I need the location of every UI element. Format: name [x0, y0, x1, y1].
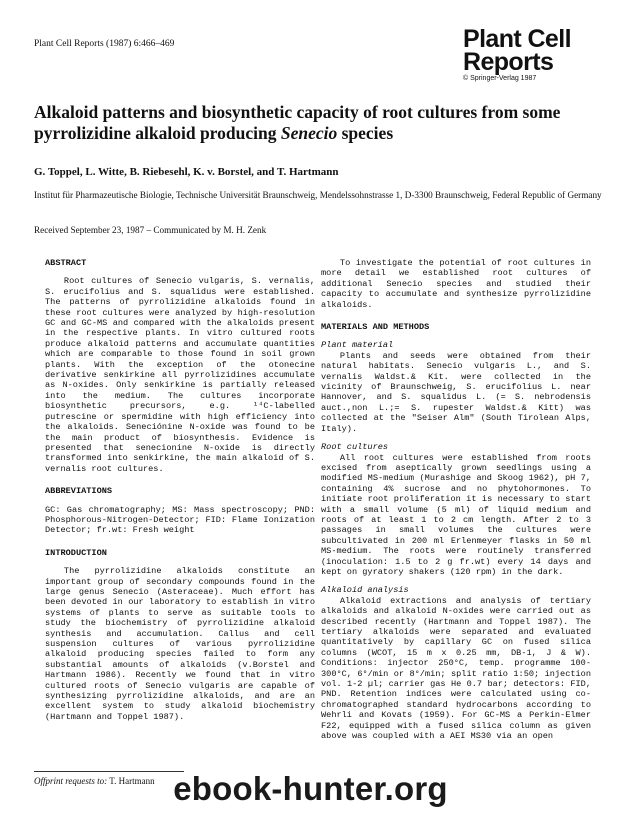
- root-cultures-text: All root cultures were established from roots excised from aseptically grown seedlings using a modified MS-medium (Murashige and Skoog 1962), pH 7, containing 4% sucrose and no phytohormones. To initiate root proliferation it is necessary to start with a small volume (5 ml) of liquid medium and roots of at least 1 to 2 cm length. After 2 to 3 passages in small volumes the cultures were subcultivated in 200 ml Erlenmeyer flasks in 50 ml MS-medium. The roots were routinely transferred (inoculation: 1.5 to 2 g fr.wt) every 14 days and kept on gyratory shakers (120 rpm) in the dark.: [321, 452, 591, 577]
- footnote-label: Offprint requests to:: [34, 776, 108, 786]
- abbreviations-text: GC: Gas chromatography; MS: Mass spectroscopy; PND: Phosphorous-Nitrogen-Detector; FID: Flame Ionization Detector; fr.wt: Fresh weight: [45, 504, 315, 536]
- root-cultures-heading: Root cultures: [321, 442, 389, 453]
- plant-material-heading: Plant material: [321, 340, 394, 351]
- journal-logo: [463, 25, 603, 82]
- received-date: Received September 23, 1987 – Communicated by M. H. Zenk: [34, 225, 267, 235]
- journal-logo-line2: Reports: [463, 48, 554, 76]
- footnote-name: T. Hartmann: [107, 776, 155, 786]
- abbreviations-heading: ABBREVIATIONS: [45, 486, 113, 497]
- journal-reference: Plant Cell Reports (1987) 6:466–469: [34, 39, 175, 49]
- introduction-continued: To investigate the potential of root cultures in more detail we established root cultures of additional Senecio species and studied their capacity to accumulate and synthesize pyrrolizidine alkaloids.: [321, 258, 591, 310]
- title-main: Alkaloid patterns and biosynthetic capacity of root cultures from some pyrrolizidine alkaloid producing: [34, 102, 561, 143]
- introduction-heading: INTRODUCTION: [45, 547, 107, 558]
- author-list: G. Toppel, L. Witte, B. Riebesehl, K. v. Borstel, and T. Hartmann: [34, 166, 339, 178]
- plant-material-text: Plants and seeds were obtained from their natural habitats. Senecio vulgaris L., and S. vernalis Waldst.& Kit. were collected in the vicinity of Braunschweig, S. erucifolius L. near Hannover, and S. squalidus L. (= S. nebrodensis auct.,non L.;= S. rupester Waldst.& Kitt) was collected at the "Seiser Alm" (South Tirolean Alps, Italy).: [321, 350, 591, 434]
- watermark-text: ebook-hunter.org: [173, 770, 448, 807]
- alkaloid-analysis-text: Alkaloid extractions and analysis of tertiary alkaloids and alkaloid N-oxides were carried out as described recently (Hartmann and Toppel 1987). The tertiary alkaloids were separated and evaluated quantitatively by capillary GC on fused silica columns (WCOT, 15 m x 0.25 mm, DB-1, J & W). Conditions: injector 250°C, temp. programme 100-300°C, 6°/min or 8°/min; split ratio 1:50; injection vol. 1-2 µl; carrier gas He 0.7 bar; detectors: FID, PND. Retention indices were calculated using co-chromatographed standard hydrocarbons according to Wehrli and Kovats (1959). For GC-MS a Perkin-Elmer F22, equipped with a fused silica column as given above was coupled with a AEI MS30 via an open: [321, 595, 591, 742]
- abstract-heading: ABSTRACT: [45, 258, 87, 268]
- introduction-text: The pyrrolizidine alkaloids constitute an important group of secondary compounds found in the large genus Senecio (Asteraceae). Much effort has been devoted in our laboratory to establish in vitro systems of plants to serve as suitable tools to study the biochemistry of pyrrolizidine alkaloid synthesis and accumulation. Callus and cell suspension cultures of various pyrrolizidine alkaloid producing species failed to form any substantial amounts of alkaloids (v.Borstel and Hartmann 1986). Recently we found that in vitro cultured roots of Senecio vulgaris are capable of synthesizing pyrrolizidine alkaloids, and are an excellent system to study alkaloid biochemistry (Hartmann and Toppel 1987).: [45, 566, 315, 722]
- article-title: [34, 102, 594, 144]
- abstract-text: Root cultures of Senecio vulgaris, S. vernalis, S. erucifolius and S. squalidus were established. The patterns of pyrrolizidine alkaloids found in these root cultures were analyzed by high-resolution GC and GC-MS and compared with the alkaloids present in the respective plants. In vitro cultured roots produce alkaloid patterns and accumulate quantities which are comparable to those found in soil grown plants. With the exception of the otonecine derivative senkirkine all pyrrolizidines accumulate as N-oxides. Only senkirkine is partially released into the medium. The cultures incorporate biosynthetic precursors, e.g. ¹⁴C-labelled putrescine or spermidine with high efficiency into the alkaloids. Seneciónine N-oxide was found to be the main product of biosynthesis. Evidence is presented that senecionine N-oxide is directly transformed into senkirkine, the main alkaloid of S. vernalis root cultures.: [45, 276, 315, 474]
- left-column: [45, 258, 315, 722]
- copyright: © Springer-Verlag 1987: [463, 75, 537, 82]
- methods-heading: MATERIALS AND METHODS: [321, 322, 430, 333]
- title-genus: Senecio: [280, 123, 338, 143]
- alkaloid-analysis-heading: Alkaloid analysis: [321, 585, 409, 596]
- journal-logo-line1: Plant Cell: [463, 25, 571, 53]
- affiliation: Institut für Pharmazeutische Biologie, Technische Universität Braunschweig, Mendelssohnstrasse 1, D-3300 Braunschweig, Federal Republic of Germany: [34, 190, 602, 200]
- title-end: species: [337, 123, 394, 143]
- right-column: [321, 258, 591, 741]
